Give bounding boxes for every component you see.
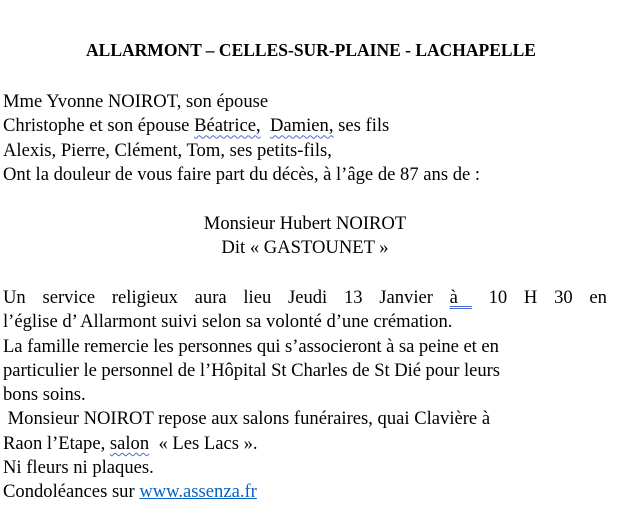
- thanks-line-3: bons soins.: [3, 384, 86, 406]
- condolences-line: [3, 480, 607, 504]
- no-flowers-line: Ni fleurs ni plaques.: [3, 457, 154, 479]
- service-word: H: [523, 287, 538, 308]
- rest-line-2: [3, 432, 607, 456]
- service-line-2: l’église d’ Allarmont suivi selon sa volonté d’une crémation.: [3, 311, 453, 333]
- service-word: lieu: [243, 287, 272, 308]
- deceased-name: Monsieur Hubert NOIROT: [203, 213, 407, 234]
- thanks-line-2: particulier le personnel de l’Hôpital St Charles de St Dié pour leurs: [3, 359, 500, 381]
- sons-prefix: Christophe et son épouse: [3, 115, 195, 137]
- service-details: [3, 286, 607, 505]
- family-line-grandsons: Alexis, Pierre, Clément, Tom, ses petits-fils,: [3, 139, 332, 161]
- service-word: 13: [343, 287, 363, 308]
- service-word: 30: [554, 287, 573, 308]
- locality-heading: ALLARMONT – CELLES-SUR-PLAINE - LACHAPELLE: [86, 40, 536, 60]
- family-line-spouse: Mme Yvonne NOIROT, son épouse: [3, 91, 269, 112]
- daughter-in-law-name: Béatrice,: [194, 115, 261, 137]
- service-word: Jeudi: [287, 287, 328, 308]
- service-word: en: [589, 287, 607, 308]
- service-at: [450, 286, 472, 310]
- page-title: [0, 38, 622, 62]
- service-word: aura: [194, 287, 227, 308]
- service-line-1: [3, 286, 607, 310]
- family-line-sons: [3, 114, 607, 138]
- service-time-hour: 10: [488, 287, 508, 308]
- service-word: service: [42, 287, 96, 308]
- salon-word: salon: [109, 432, 150, 454]
- condolences-label: Condoléances sur: [3, 481, 140, 503]
- service-at-text: à: [449, 287, 458, 308]
- service-word: religieux: [111, 287, 178, 308]
- rest-line-1: Monsieur NOIROT repose aux salons funéraires, quai Clavière à: [3, 408, 491, 430]
- sons-suffix: ses fils: [333, 115, 390, 137]
- spacer: [261, 115, 270, 136]
- service-word: Janvier: [379, 287, 433, 308]
- salon-name: « Les Lacs ».: [149, 432, 258, 454]
- deceased-block: [3, 212, 607, 261]
- son-name: Damien,: [269, 115, 334, 137]
- family-line-announcement: Ont la douleur de vous faire part du décès, à l’âge de 87 ans de :: [3, 163, 481, 185]
- thanks-line-1: La famille remercie les personnes qui s’associeront à sa peine et en: [3, 335, 499, 357]
- family-announcement: [3, 90, 607, 187]
- deceased-nickname: Dit « GASTOUNET »: [221, 237, 389, 259]
- service-word: Un: [3, 287, 26, 308]
- website-link[interactable]: www.assenza.fr: [139, 481, 257, 503]
- rest-place: Raon l’Etape,: [3, 432, 110, 454]
